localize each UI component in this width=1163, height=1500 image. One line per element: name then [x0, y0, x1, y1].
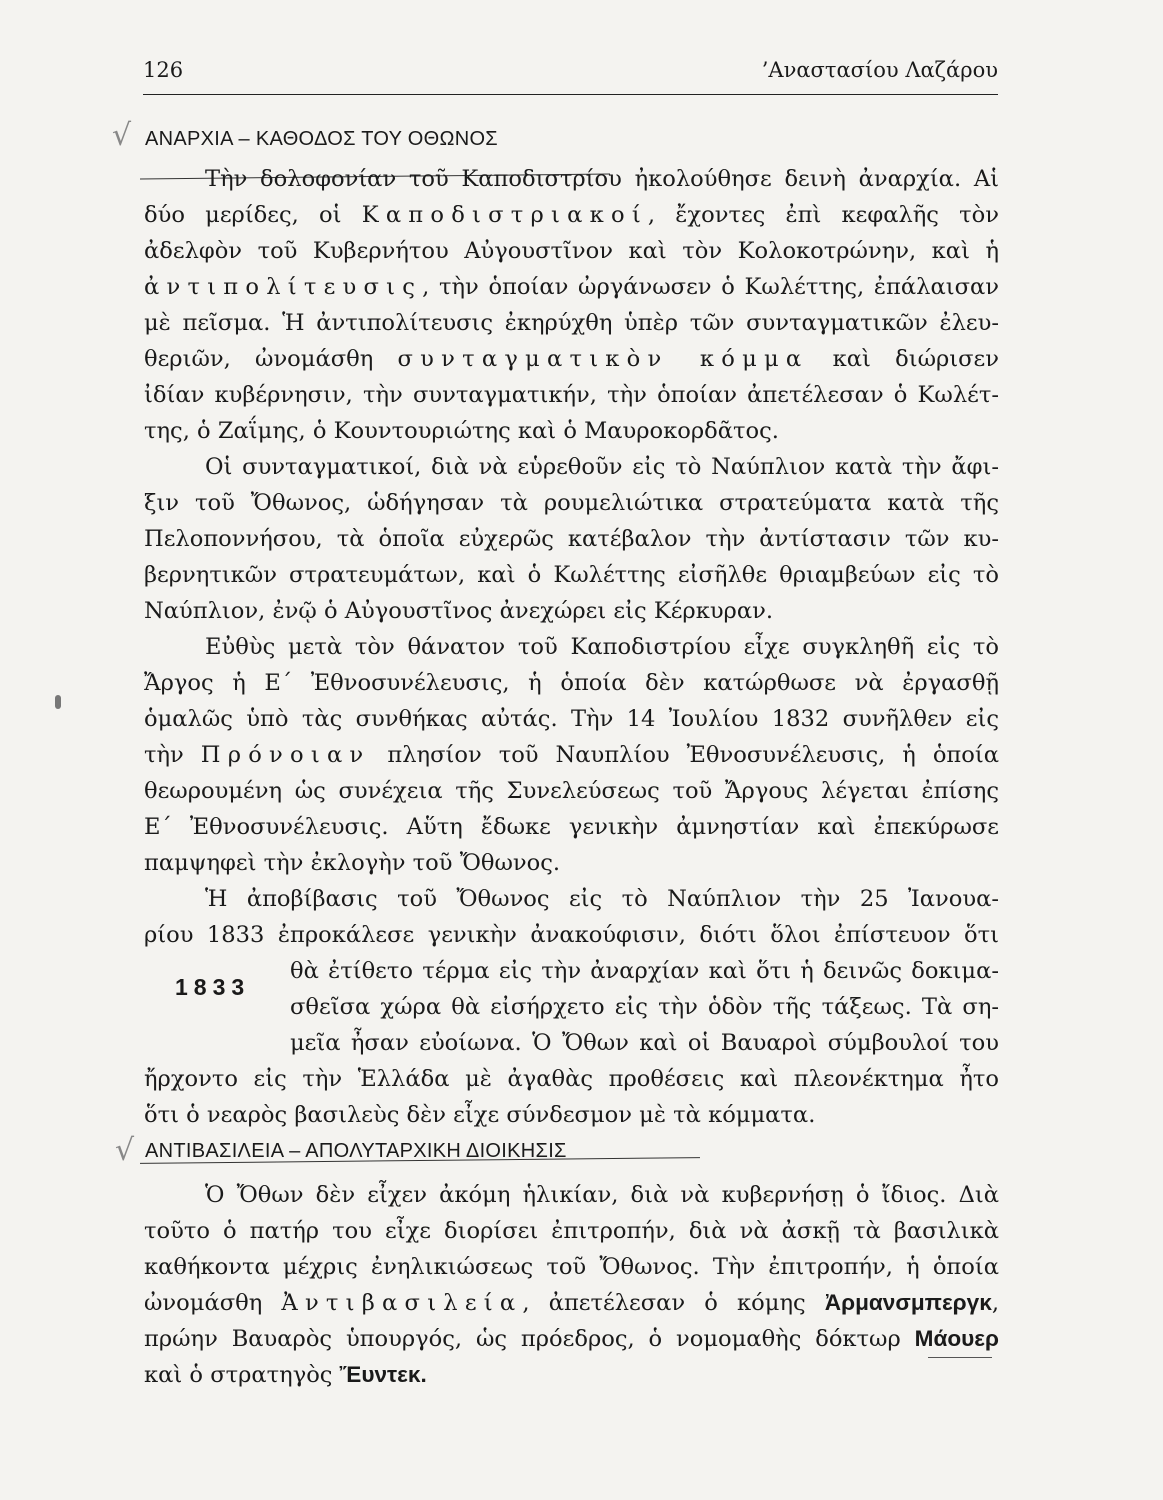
- text-line-17: τὴν Πρόνοιαν πλησίον τοῦ Ναυπλίου Ἐθνοσυνέλευσις, ἡ ὁποία: [144, 742, 1000, 768]
- spaced-term-syntagmatikon-komma: συνταγματικὸν κόμμα: [397, 346, 809, 372]
- spaced-term-antivasileia: Ἀντιβασιλεία: [281, 1290, 523, 1316]
- text-line-11: Πελοποννήσου, τὰ ὁποῖα εὐχερῶς κατέβαλον τὴν ἀντίστασιν τῶν κυ-: [144, 526, 999, 552]
- page-header: [143, 56, 998, 95]
- text-line-5: μὲ πεῖσμα. Ἡ ἀντιπολίτευσις ἐκηρύχθη ὑπὲρ τῶν συνταγματικῶν ἐλευ-: [144, 310, 999, 336]
- pencil-end-mark: [928, 1357, 992, 1358]
- text-line-30: καθήκοντα μέχρις ἐνηλικιώσεως τοῦ Ὄθωνος. Τὴν ἐπιτροπήν, ἡ ὁποία: [144, 1254, 999, 1280]
- text-line-25: μεῖα ἦσαν εὐοίωνα. Ὁ Ὄθων καὶ οἱ Βαυαροὶ σύμβουλοί του: [290, 1030, 999, 1056]
- margin-check-mark-1: √: [112, 118, 132, 153]
- name-armansperg: Ἀρμανσμπεργκ: [824, 1290, 992, 1315]
- text-line-14: Εὐθὺς μετὰ τὸν θάνατον τοῦ Καποδιστρίου εἶχε συγκληθῆ εἰς τὸ: [205, 634, 999, 660]
- text-line-29: τοῦτο ὁ πατήρ του εἶχε διορίσει ἐπιτροπήν, διὰ νὰ ἀσκῇ τὰ βασιλικὰ: [144, 1218, 999, 1244]
- text-line-27: ὅτι ὁ νεαρὸς βασιλεὺς δὲν εἶχε σύνδεσμον μὲ τὰ κόμματα.: [144, 1102, 816, 1128]
- text-line-9: Οἱ συνταγματικοί, διὰ νὰ εὑρεθοῦν εἰς τὸ Ναύπλιον κατὰ τὴν ἄφι-: [205, 454, 999, 480]
- text-line-18: θεωρουμένη ὡς συνέχεια τῆς Συνελεύσεως τοῦ Ἄργους λέγεται ἐπίσης: [144, 778, 999, 804]
- name-maurer: Μάουερ: [914, 1326, 999, 1351]
- text-line-6: θεριῶν, ὠνομάσθη συνταγματικὸν κόμμα καὶ διώρισεν: [144, 346, 999, 372]
- name-heideck: Ἔυντεκ.: [339, 1362, 427, 1387]
- spaced-term-pronoia: Πρόνοιαν: [200, 742, 371, 768]
- margin-year: 1833: [175, 974, 251, 1000]
- text-line-24: σθεῖσα χώρα θὰ εἰσήρχετο εἰς τὴν ὁδὸν τῆς τάξεως. Τὰ ση-: [290, 994, 999, 1020]
- page-number: 126: [143, 58, 184, 82]
- section-heading-anarchy: ΑΝΑΡΧΙΑ – ΚΑΘΟΔΟΣ ΤΟΥ ΟΘΩΝΟΣ: [145, 128, 498, 150]
- text-line-7: ἰδίαν κυβέρνησιν, τὴν συνταγματικήν, τὴν ὁποίαν ἀπετέλεσαν ὁ Κωλέτ-: [144, 382, 999, 408]
- text-line-32: πρώην Βαυαρὸς ὑπουργός, ὡς πρόεδρος, ὁ νομομαθὴς δόκτωρ Μάουερ: [144, 1326, 999, 1352]
- text-line-10: ξιν τοῦ Ὄθωνος, ὡδήγησαν τὰ ρουμελιώτικα στρατεύματα κατὰ τῆς: [144, 490, 999, 516]
- text-line-22: ρίου 1833 ἐπροκάλεσε γενικὴν ἀνακούφισιν, διότι ὅλοι ἐπίστευον ὅτι: [144, 922, 999, 948]
- text-line-26: ἤρχοντο εἰς τὴν Ἑλλάδα μὲ ἀγαθὰς προθέσεις καὶ πλεονέκτημα ἦτο: [144, 1066, 999, 1092]
- text-line-4: ἀντιπολίτευσις, τὴν ὁποίαν ὠργάνωσεν ὁ Κωλέττης, ἐπάλαισαν: [144, 274, 999, 300]
- text-line-2: δύο μερίδες, οἱ Καποδιστριακοί, ἔχοντες ἐπὶ κεφαλῆς τὸν: [144, 202, 999, 228]
- text-line-19: Ε΄ Ἐθνοσυνέλευσις. Αὕτη ἔδωκε γενικὴν ἀμνηστίαν καὶ ἐπεκύρωσε: [144, 814, 999, 840]
- text-line-8: της, ὁ Ζαΐμης, ὁ Κουντουριώτης καὶ ὁ Μαυροκορδᾶτος.: [144, 418, 779, 444]
- text-line-3: ἀδελφὸν τοῦ Κυβερνήτου Αὐγουστῖνον καὶ τὸν Κολοκοτρώνην, καὶ ἡ: [144, 238, 999, 264]
- margin-ink-spot: [55, 695, 61, 709]
- text-line-13: Ναύπλιον, ἐνῷ ὁ Αὐγουστῖνος ἀνεχώρει εἰς Κέρκυραν.: [144, 598, 774, 624]
- section-heading-regency: ΑΝΤΙΒΑΣΙΛΕΙΑ – ΑΠΟΛΥΤΑΡΧΙΚΗ ΔΙΟΙΚΗΣΙΣ: [145, 1140, 567, 1162]
- text-line-28: Ὁ Ὄθων δὲν εἶχεν ἀκόμη ἡλικίαν, διὰ νὰ κυβερνήσῃ ὁ ἴδιος. Διὰ: [205, 1182, 999, 1208]
- text-line-20: παμψηφεὶ τὴν ἐκλογὴν τοῦ Ὄθωνος.: [144, 850, 561, 876]
- text-line-15: Ἄργος ἡ Ε΄ Ἐθνοσυνέλευσις, ἡ ὁποία δὲν κατώρθωσε νὰ ἐργασθῇ: [144, 670, 999, 696]
- text-line-23: θὰ ἐτίθετο τέρμα εἰς τὴν ἀναρχίαν καὶ ὅτι ἡ δεινῶς δοκιμα-: [290, 958, 999, 984]
- running-title: ’Αναστασίου Λαζάρου: [761, 58, 998, 82]
- spaced-term-kapodistriakoi: Καποδιστριακοί: [361, 202, 648, 228]
- text-line-16: ὁμαλῶς ὑπὸ τὰς συνθήκας αὐτάς. Τὴν 14 Ἰουλίου 1832 συνῆλθεν εἰς: [144, 706, 999, 732]
- margin-check-mark-2: √: [115, 1133, 135, 1168]
- text-line-21: Ἡ ἀποβίβασις τοῦ Ὄθωνος εἰς τὸ Ναύπλιον τὴν 25 Ἰανουα-: [205, 886, 999, 912]
- text-line-12: βερνητικῶν στρατευμάτων, καὶ ὁ Κωλέττης εἰσῆλθε θριαμβεύων εἰς τὸ: [144, 562, 999, 588]
- text-line-31: ὠνομάσθη Ἀντιβασιλεία, ἀπετέλεσαν ὁ κόμης Ἀρμανσμπεργκ,: [144, 1290, 999, 1316]
- text-line-33: καὶ ὁ στρατηγὸς Ἔυντεκ.: [144, 1362, 427, 1388]
- spaced-term-antipoliteusis: ἀντιπολίτευσις: [144, 274, 423, 300]
- text-line-1: Τὴν δολοφονίαν τοῦ Καποδιστρίου ἠκολούθησε δεινὴ ἀναρχία. Αἱ: [205, 166, 999, 192]
